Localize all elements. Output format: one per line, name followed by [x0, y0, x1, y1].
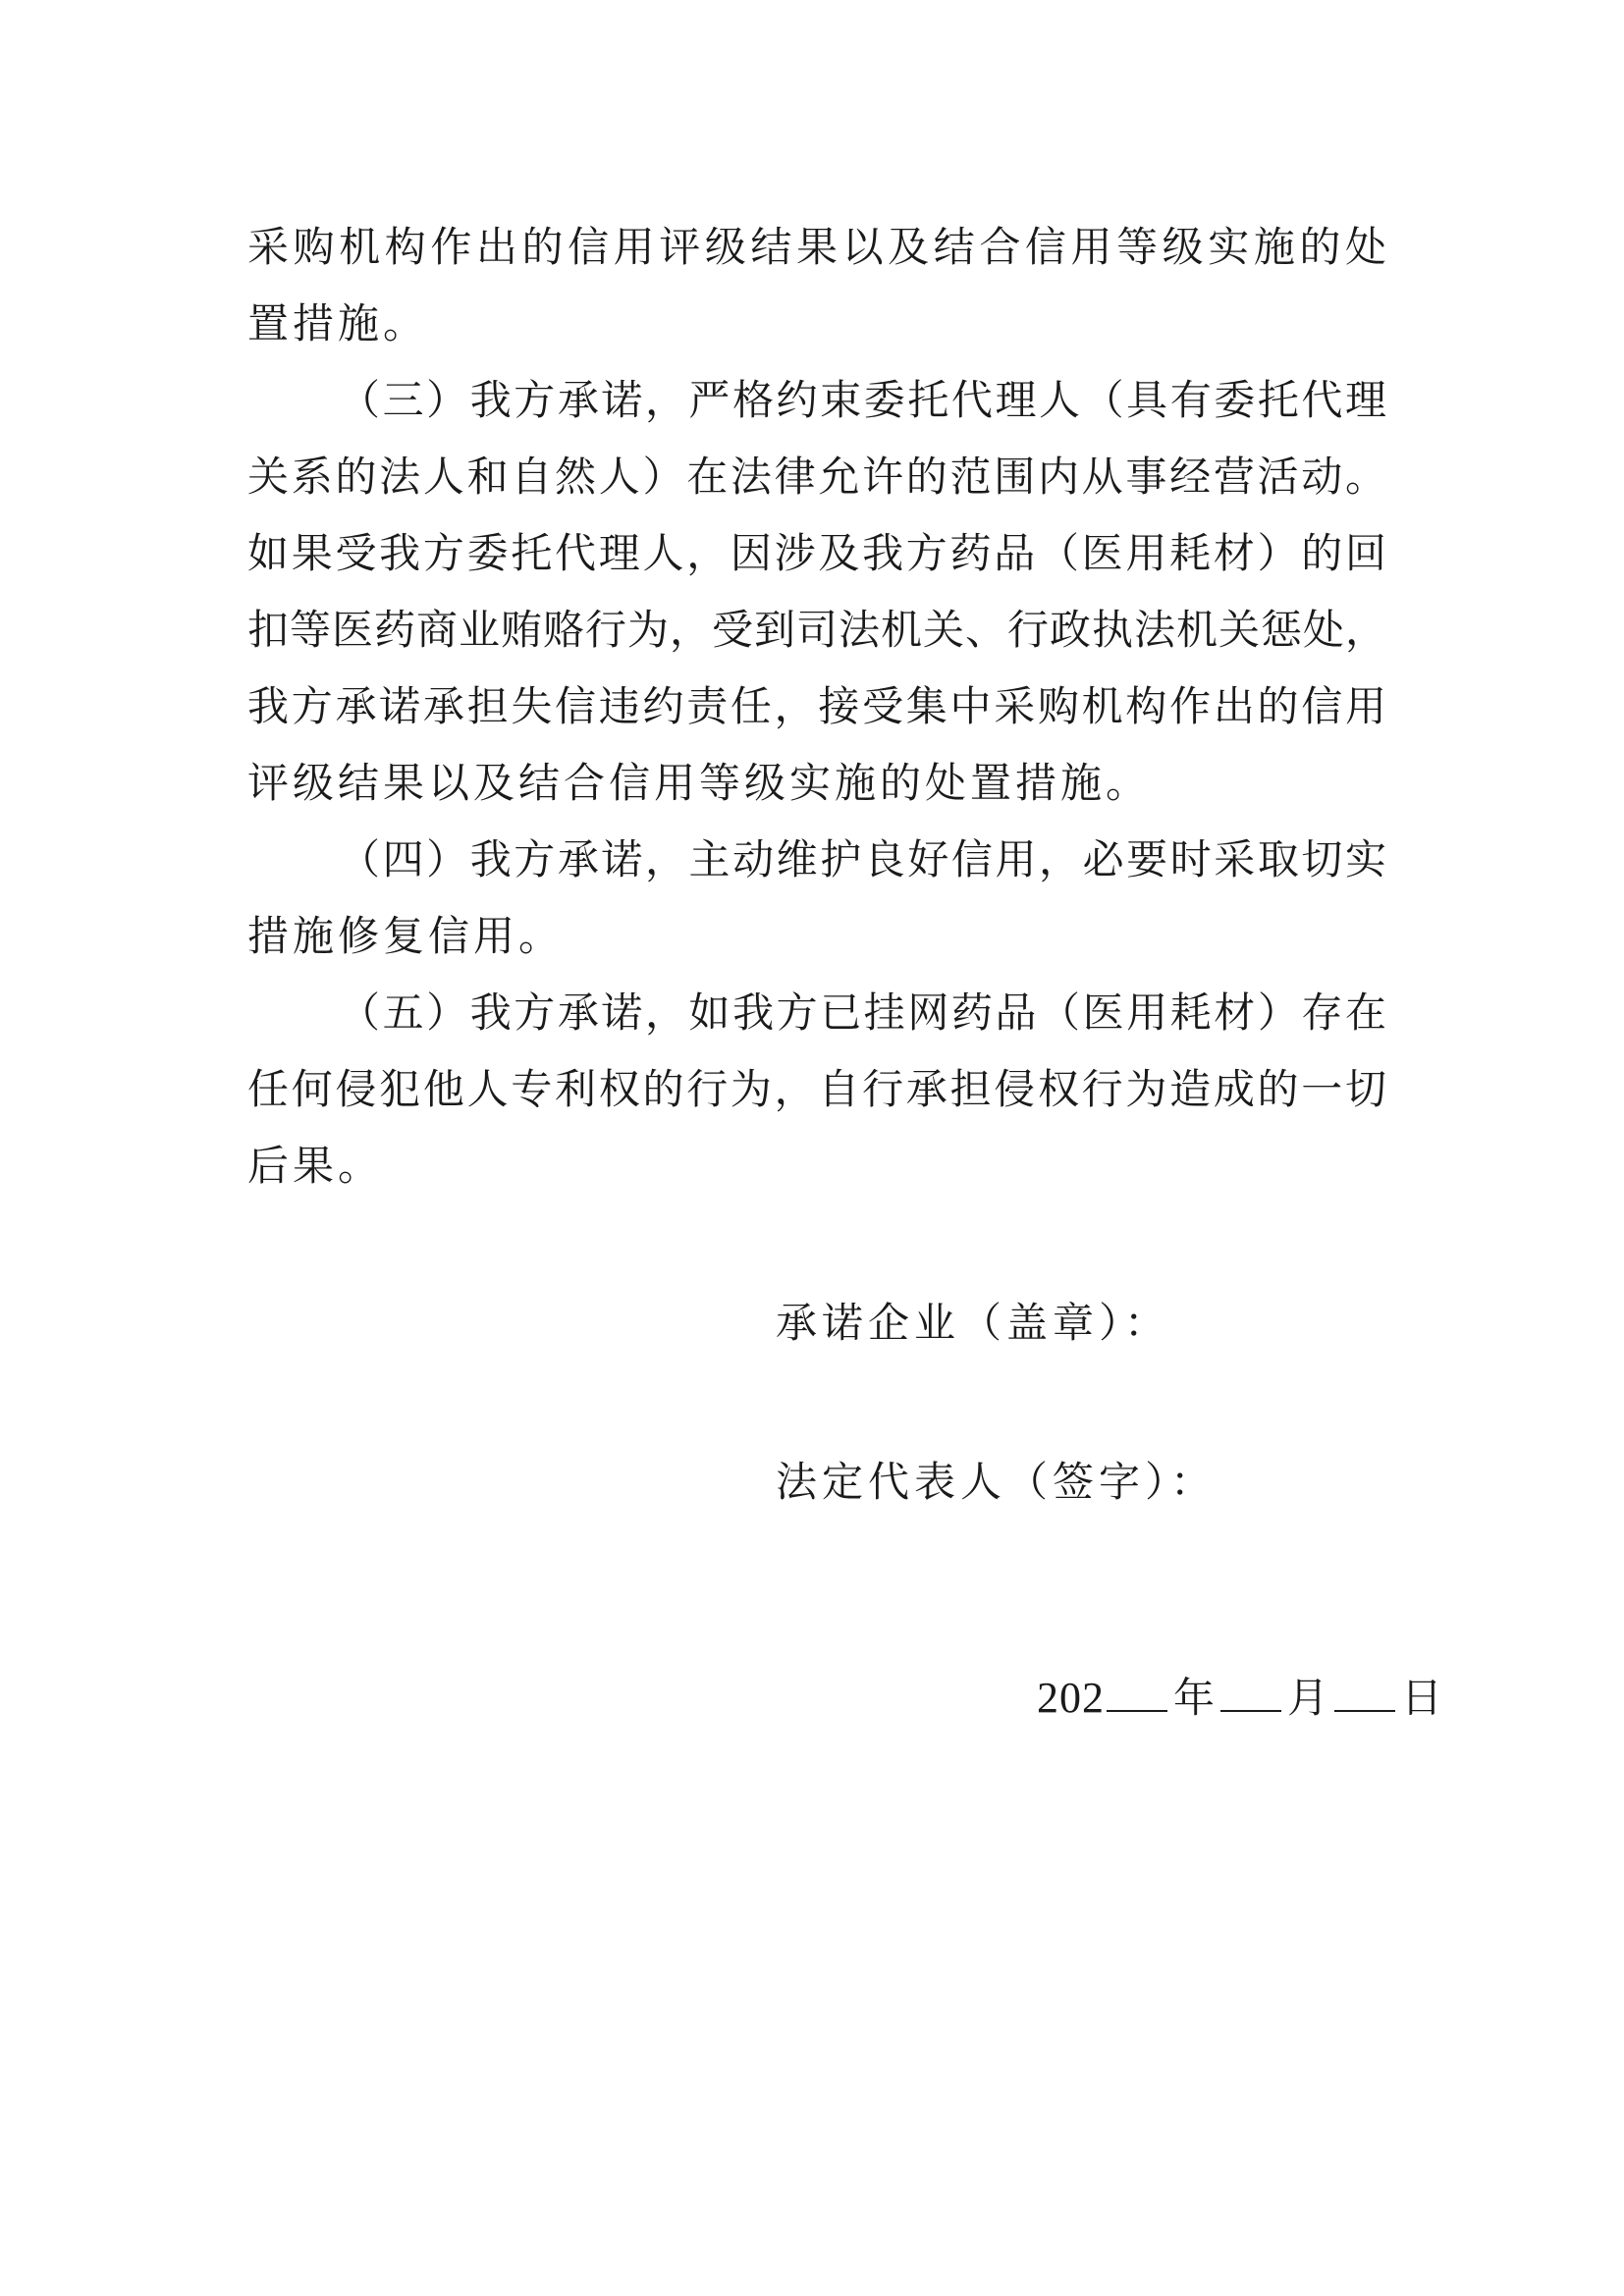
paragraph-line: （四）我方承诺，主动维护良好信用，必要时采取切实	[339, 835, 1386, 883]
date-year-unit: 年	[1173, 1674, 1216, 1722]
paragraph-line: 措施修复信用。	[247, 912, 565, 960]
paragraph-line: 置措施。	[247, 299, 429, 347]
paragraph-line: （三）我方承诺，严格约束委托代理人（具有委托代理	[339, 376, 1386, 424]
company-seal-label: 承诺企业（盖章）：	[776, 1299, 1171, 1347]
paragraph-line: 扣等医药商业贿赂行为，受到司法机关、行政执法机关惩处，	[247, 606, 1386, 654]
paragraph-line: 任何侵犯他人专利权的行为，自行承担侵权行为造成的一切	[247, 1065, 1386, 1113]
date-day-blank	[1334, 1671, 1395, 1712]
date-line	[1037, 1669, 1446, 1728]
paragraph-line: 关系的法人和自然人）在法律允许的范围内从事经营活动。	[247, 453, 1386, 501]
date-month-blank	[1220, 1671, 1281, 1712]
date-year-prefix: 202	[1037, 1674, 1105, 1722]
date-year-blank	[1107, 1671, 1167, 1712]
date-month-unit: 月	[1287, 1674, 1329, 1722]
legal-representative-label: 法定代表人（签字）：	[776, 1458, 1218, 1506]
paragraph-line: 如果受我方委托代理人，因涉及我方药品（医用耗材）的回	[247, 529, 1386, 577]
paragraph-line: （五）我方承诺，如我方已挂网药品（医用耗材）存在	[339, 988, 1386, 1037]
paragraph-line: 评级结果以及结合信用等级实施的处置措施。	[247, 759, 1152, 807]
paragraph-line: 我方承诺承担失信违约责任，接受集中采购机构作出的信用	[247, 682, 1386, 730]
paragraph-line: 后果。	[247, 1142, 384, 1190]
paragraph-line: 采购机构作出的信用评级结果以及结合信用等级实施的处	[247, 223, 1386, 271]
date-day-unit: 日	[1401, 1674, 1443, 1722]
